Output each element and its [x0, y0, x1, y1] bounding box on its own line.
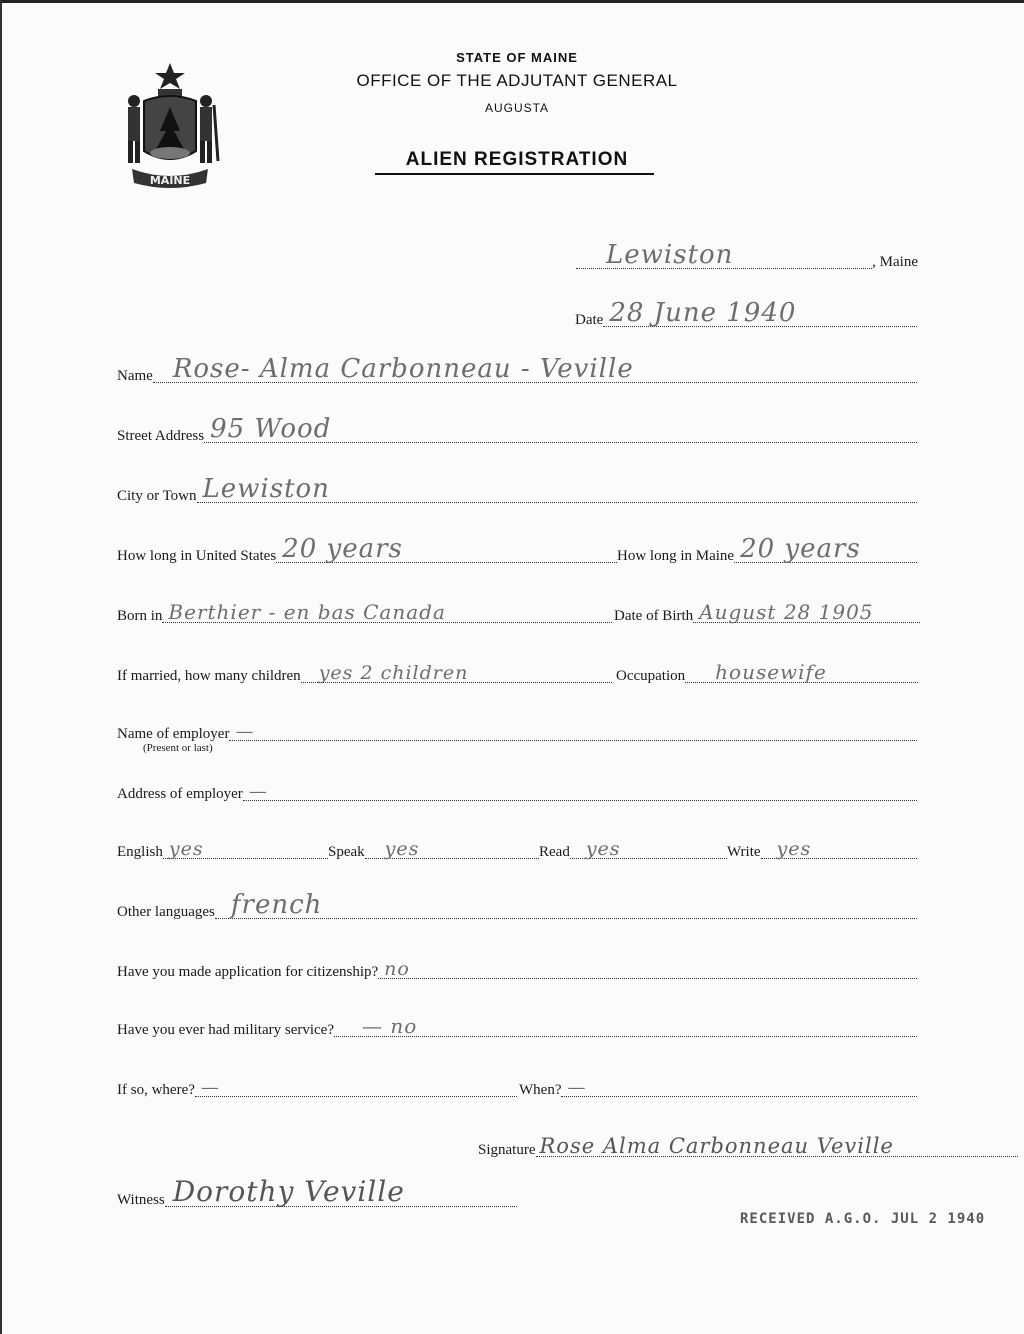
born-field[interactable]: [162, 599, 612, 627]
military-field[interactable]: [334, 1013, 917, 1041]
dob-field[interactable]: [693, 599, 920, 627]
when-field[interactable]: [561, 1073, 917, 1101]
witness-label: Witness: [117, 1192, 165, 1208]
us-value: 20 years: [282, 534, 403, 564]
speak-value: yes: [384, 838, 420, 860]
street-row: [117, 414, 917, 447]
dob-label: Date of Birth: [614, 608, 694, 624]
employer-row: [117, 717, 917, 745]
speak-label: Speak: [328, 844, 365, 860]
citizenship-label: Have you made application for citizenship?: [117, 964, 379, 980]
office-heading: OFFICE OF THE ADJUTANT GENERAL: [356, 71, 678, 90]
maine-label: How long in Maine: [617, 548, 735, 564]
read-value: yes: [585, 838, 621, 860]
form-title: ALIEN REGISTRATION: [405, 149, 629, 170]
english-row: [117, 835, 328, 863]
witness-row: [117, 1175, 517, 1211]
name-field[interactable]: [153, 354, 917, 387]
city-field[interactable]: [197, 474, 917, 507]
date-value: 28 June 1940: [609, 298, 797, 328]
date-label: Date: [575, 312, 604, 328]
where-label: If so, where?: [117, 1082, 195, 1098]
street-value: 95 Wood: [210, 414, 332, 444]
maine-value: 20 years: [740, 534, 861, 564]
city-row: [117, 474, 917, 507]
us-field[interactable]: [276, 534, 617, 567]
witness-value: Dorothy Veville: [172, 1175, 405, 1208]
signature-row: [478, 1133, 1018, 1161]
dob-row: [614, 599, 920, 627]
citizenship-row: [117, 955, 917, 983]
married-row: [117, 659, 612, 687]
name-row: [117, 354, 917, 387]
english-value: yes: [168, 838, 204, 860]
signature-value: Rose Alma Carbonneau Veville: [539, 1134, 894, 1158]
employer-field[interactable]: [229, 717, 917, 745]
occupation-field[interactable]: [685, 659, 918, 687]
citizenship-field[interactable]: [378, 955, 917, 983]
name-value: Rose- Alma Carbonneau - Veville: [172, 354, 634, 384]
military-row: [117, 1013, 917, 1041]
speak-field[interactable]: [365, 835, 539, 863]
received-stamp: RECEIVED A.G.O. JUL 2 1940: [740, 1211, 986, 1227]
read-row: [539, 835, 727, 863]
us-row: [117, 534, 617, 567]
other-languages-label: Other languages: [117, 904, 215, 920]
where-field[interactable]: [195, 1073, 517, 1101]
date-field[interactable]: [603, 298, 917, 331]
employer-address-row: [117, 777, 917, 805]
maine-state-seal-icon: [114, 61, 226, 193]
where-value: —: [200, 1077, 220, 1098]
city-value: Lewiston: [202, 474, 330, 504]
occupation-value: housewife: [715, 660, 827, 684]
occupation-row: [616, 659, 918, 687]
other-languages-value: french: [230, 890, 323, 920]
title-underline: [375, 173, 654, 175]
military-label: Have you ever had military service?: [117, 1022, 334, 1038]
date-row: [575, 298, 917, 331]
city-heading: AUGUSTA: [484, 101, 550, 115]
other-languages-row: [117, 890, 917, 923]
when-row: [519, 1073, 917, 1101]
married-label: If married, how many children: [117, 668, 301, 684]
english-label: English: [117, 844, 163, 860]
where-row: [117, 1073, 517, 1101]
employer-value: —: [235, 721, 255, 742]
signature-label: Signature: [478, 1142, 536, 1158]
name-label: Name: [117, 368, 153, 384]
witness-field[interactable]: [165, 1175, 517, 1211]
maine-row: [617, 534, 917, 567]
place-value: Lewiston: [606, 240, 734, 270]
other-languages-field[interactable]: [215, 890, 917, 923]
dob-value: August 28 1905: [699, 600, 874, 624]
us-label: How long in United States: [117, 548, 277, 564]
write-row: [727, 835, 917, 863]
write-field[interactable]: [761, 835, 917, 863]
svg-text:MAINE: MAINE: [149, 174, 191, 187]
maine-field[interactable]: [734, 534, 917, 567]
place-suffix: , Maine: [872, 254, 918, 270]
employer-label: Name of employer: [117, 726, 230, 742]
occupation-label: Occupation: [616, 668, 686, 684]
born-row: [117, 599, 612, 627]
write-label: Write: [727, 844, 761, 860]
employer-sublabel: (Present or last): [143, 742, 213, 754]
street-field[interactable]: [204, 414, 917, 447]
place-row: [576, 240, 918, 273]
citizenship-value: no: [384, 958, 410, 980]
read-label: Read: [539, 844, 570, 860]
born-label: Born in: [117, 608, 163, 624]
born-value: Berthier - en bas Canada: [168, 600, 446, 624]
employer-address-value: —: [248, 781, 268, 802]
married-field[interactable]: [301, 659, 612, 687]
place-field[interactable]: [576, 240, 872, 273]
write-value: yes: [776, 838, 812, 860]
english-field[interactable]: [163, 835, 328, 863]
speak-row: [328, 835, 539, 863]
employer-address-label: Address of employer: [117, 786, 243, 802]
when-label: When?: [519, 1082, 562, 1098]
military-value: — no: [362, 1014, 418, 1038]
employer-address-field[interactable]: [243, 777, 917, 805]
married-value: yes 2 children: [318, 662, 469, 684]
signature-field[interactable]: [536, 1133, 1019, 1161]
city-label: City or Town: [117, 488, 197, 504]
street-label: Street Address: [117, 428, 205, 444]
read-field[interactable]: [570, 835, 727, 863]
state-heading: STATE OF MAINE: [456, 50, 578, 65]
when-value: —: [567, 1077, 587, 1098]
